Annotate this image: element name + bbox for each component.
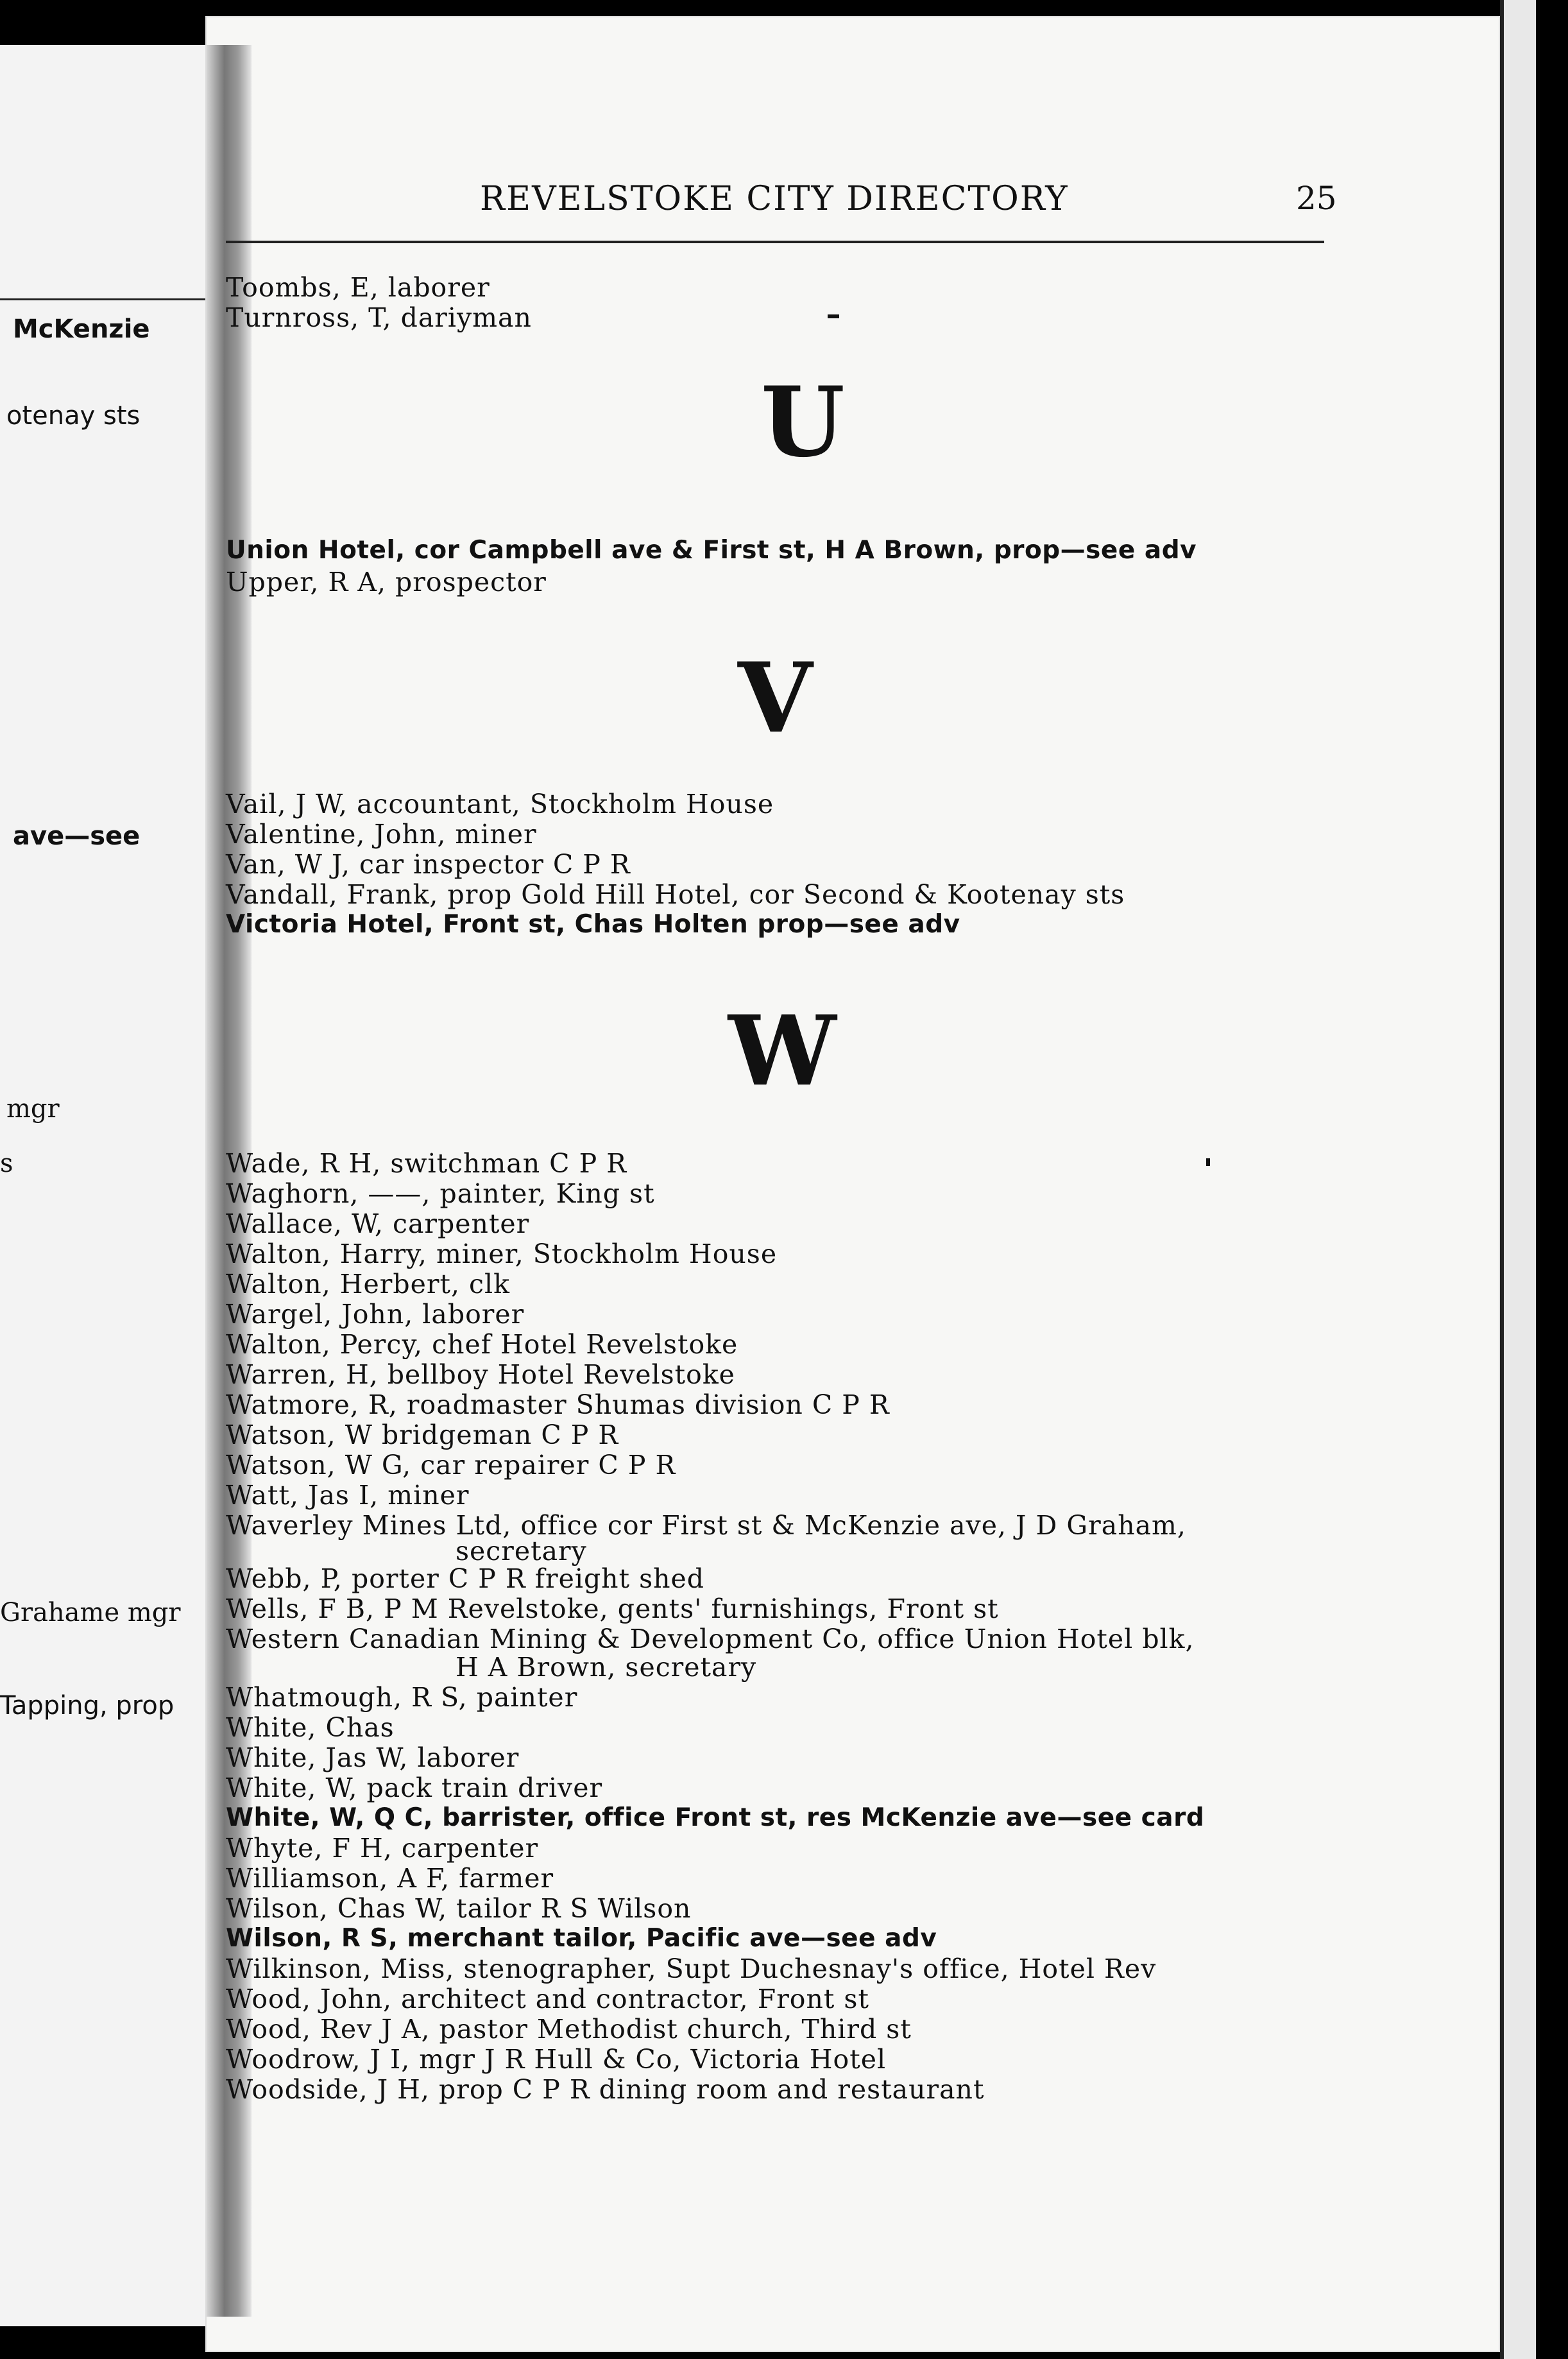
previous-page-fragment: mgr <box>6 1094 60 1124</box>
directory-entry: Wallace, W, carpenter <box>226 1208 530 1239</box>
directory-entry: Whatmough, R S, painter <box>226 1682 578 1713</box>
section-letter-w: W <box>728 995 837 1108</box>
directory-entry: White, W, Q C, barrister, office Front st, res McKenzie ave—see card <box>226 1803 1205 1832</box>
directory-entry: Wade, R H, switchman C P R <box>226 1148 627 1179</box>
directory-entry: Woodside, J H, prop C P R dining room and restaurant <box>226 2074 985 2105</box>
previous-page-fragment: Tapping, prop <box>0 1691 175 1720</box>
directory-entry-continuation: secretary <box>456 1536 587 1566</box>
directory-entry: Webb, P, porter C P R freight shed <box>226 1563 705 1594</box>
directory-entry: Valentine, John, miner <box>226 819 537 850</box>
directory-entry: Wilson, R S, merchant tailor, Pacific ave—see adv <box>226 1924 937 1953</box>
directory-entry: Waverley Mines Ltd, office cor First st & McKenzie ave, J D Graham, <box>226 1510 1186 1541</box>
directory-entry: Williamson, A F, farmer <box>226 1863 554 1894</box>
directory-entry: Toombs, E, laborer <box>226 272 490 303</box>
directory-entry: Walton, Harry, miner, Stockholm House <box>226 1239 778 1269</box>
directory-entry-continuation: H A Brown, secretary <box>456 1652 757 1683</box>
directory-entry: White, W, pack train driver <box>226 1772 603 1803</box>
directory-entry: Turnross, T, dariyman <box>226 302 532 333</box>
directory-entry: Waghorn, ——, painter, King st <box>226 1178 655 1209</box>
directory-entry: White, Jas W, laborer <box>226 1742 520 1773</box>
directory-entry: Van, W J, car inspector C P R <box>226 849 631 880</box>
scan-speck <box>1206 1158 1210 1166</box>
directory-entry: Upper, R A, prospector <box>226 567 547 597</box>
running-header: REVELSTOKE CITY DIRECTORY <box>480 180 1069 218</box>
previous-page-fragment: Grahame mgr <box>0 1598 181 1627</box>
directory-entry: Watson, W bridgeman C P R <box>226 1420 619 1450</box>
directory-entry: Wood, John, architect and contractor, Front st <box>226 1984 869 2014</box>
scan-speck <box>828 314 839 318</box>
directory-entry: White, Chas <box>226 1712 395 1743</box>
directory-entry: Union Hotel, cor Campbell ave & First st, H A Brown, prop—see adv <box>226 536 1197 565</box>
section-letter-u: U <box>761 366 845 479</box>
directory-entry: Woodrow, J I, mgr J R Hull & Co, Victoria Hotel <box>226 2044 887 2075</box>
directory-entry: Vail, J W, accountant, Stockholm House <box>226 789 774 819</box>
previous-page-fragment: s <box>0 1149 13 1178</box>
directory-entry: Warren, H, bellboy Hotel Revelstoke <box>226 1359 735 1390</box>
directory-entry: Walton, Percy, chef Hotel Revelstoke <box>226 1329 738 1360</box>
directory-entry: Wargel, John, laborer <box>226 1299 525 1330</box>
previous-page-rule <box>0 298 205 300</box>
previous-page-edge <box>0 45 205 2326</box>
header-rule <box>226 241 1324 243</box>
previous-page-fragment: ave—see <box>13 821 141 851</box>
directory-entry: Wilkinson, Miss, stenographer, Supt Duchesnay's office, Hotel Rev <box>226 1953 1157 1984</box>
previous-page-fragment: otenay sts <box>6 401 141 431</box>
previous-page-fragment: McKenzie <box>13 314 150 344</box>
directory-entry: Watmore, R, roadmaster Shumas division C P R <box>226 1389 890 1420</box>
directory-entry: Wilson, Chas W, tailor R S Wilson <box>226 1893 692 1924</box>
directory-entry: Vandall, Frank, prop Gold Hill Hotel, cor Second & Kootenay sts <box>226 879 1125 910</box>
page-right-edge <box>1500 0 1536 2359</box>
directory-entry: Wood, Rev J A, pastor Methodist church, Third st <box>226 2014 912 2045</box>
directory-entry: Whyte, F H, carpenter <box>226 1833 539 1864</box>
page-number: 25 <box>1296 180 1337 217</box>
directory-entry: Watt, Jas I, miner <box>226 1480 470 1511</box>
directory-entry: Walton, Herbert, clk <box>226 1269 510 1300</box>
directory-entry: Watson, W G, car repairer C P R <box>226 1450 676 1480</box>
directory-entry: Victoria Hotel, Front st, Chas Holten prop—see adv <box>226 910 960 939</box>
directory-entry: Western Canadian Mining & Development Co, office Union Hotel blk, <box>226 1624 1195 1654</box>
directory-entry: Wells, F B, P M Revelstoke, gents' furnishings, Front st <box>226 1593 999 1624</box>
section-letter-v: V <box>738 642 813 755</box>
